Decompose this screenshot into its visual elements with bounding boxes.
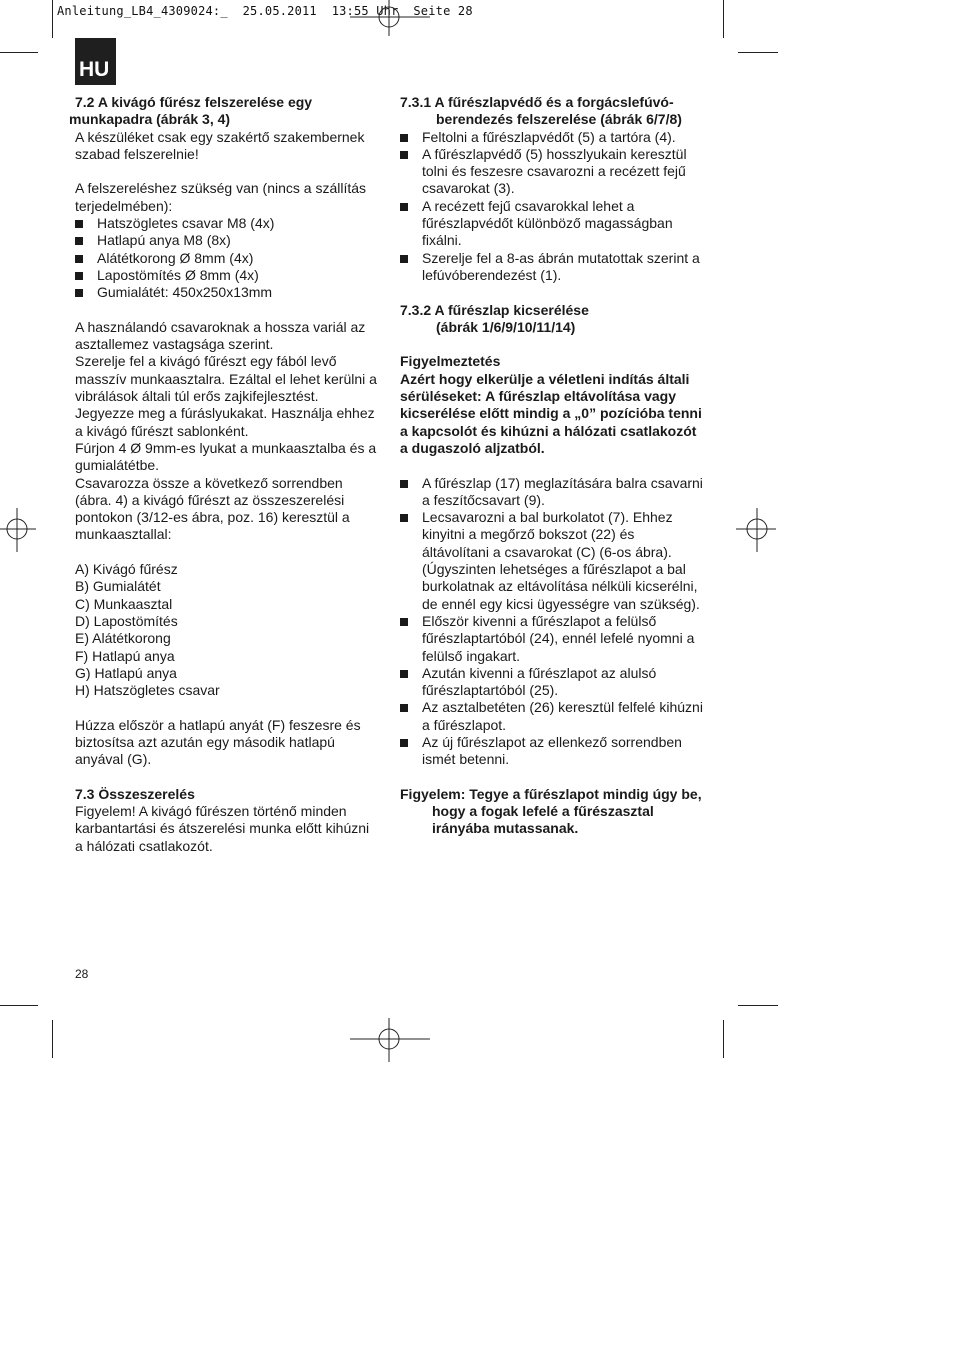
- bullet-icon: [400, 618, 408, 626]
- list-item: Szerelje fel a 8-as ábrán mutatottak szerint a lefúvóberendezést (1).: [400, 250, 705, 285]
- warning-title: Figyelmeztetés: [400, 353, 501, 370]
- crop-mark: [52, 1020, 53, 1058]
- list-item: Feltolni a fűrészlapvédőt (5) a tartóra (4).: [400, 129, 705, 146]
- section-title: A fűrészlap kicserélése: [434, 301, 589, 318]
- right-column: [400, 94, 705, 838]
- list-item: A) Kivágó fűrész: [75, 561, 178, 578]
- section-number: 7.3.1: [400, 94, 432, 110]
- section-number: 7.3.2: [400, 301, 432, 318]
- list-item: Először kivenni a fűrészlapot a felülső fűrészlaptartóból (24), ennél lefelé nyomni a felülső ingakart.: [400, 613, 705, 665]
- section-heading-7-3: 7.3 Összeszerelés: [75, 785, 195, 802]
- list-item: Gumialátét: 450x250x13mm: [75, 284, 377, 301]
- section-title-cont: (ábrák 1/6/9/10/11/14): [436, 318, 576, 335]
- registration-mark-icon: [350, 1018, 430, 1062]
- section-title-cont: munkapadra (ábrák 3, 4): [69, 111, 231, 128]
- bullet-icon: [75, 220, 83, 228]
- list-item: Hatlapú anya M8 (8x): [75, 232, 377, 249]
- bullet-icon: [75, 272, 83, 280]
- crop-mark: [0, 52, 38, 53]
- bullet-icon: [400, 134, 408, 142]
- paragraph: A felszereléshez szükség van (nincs a szállítás terjedelmében):: [75, 180, 367, 214]
- bullet-icon: [400, 151, 408, 159]
- paragraph: Szerelje fel a kivágó fűrészt egy fából levő masszív munkaasztalra. Ezáltal el lehet kerülni a vibrálások általi túl erős zajkifejlesztést.: [75, 353, 377, 405]
- language-badge-label: HU: [79, 58, 110, 81]
- list-item: E) Alátétkorong: [75, 630, 171, 647]
- bullet-icon: [75, 289, 83, 297]
- section-heading-7-3-2: [400, 302, 705, 337]
- page-number: 28: [75, 967, 89, 981]
- paragraph: Húzza először a hatlapú anyát (F) feszesre és biztosítsa azt azután egy második hatlapú anyával (G).: [75, 716, 361, 768]
- bullet-icon: [400, 739, 408, 747]
- assembly-order-list: [75, 561, 377, 699]
- list-item: C) Munkaasztal: [75, 595, 173, 612]
- paragraph: Figyelem! A kivágó fűrészen történő minden karbantartási és átszerelési munka előtt kihúzni a hálózati csatlakozót.: [75, 803, 370, 854]
- registration-mark-icon: [736, 508, 776, 552]
- list-item: H) Hatszögletes csavar: [75, 682, 220, 699]
- crop-mark: [52, 0, 53, 38]
- bullet-icon: [400, 704, 408, 712]
- crop-mark: [738, 1005, 778, 1006]
- warning-text: Azért hogy elkerülje a véletleni indítás általi sérüléseket: A fűrészlap eltávolítása vagy kicserélése előtt mindig a „0” pozícióba tenni a kapcsolót és kihúzni a hálózati csatlakozót a dugaszoló aljzatból.: [400, 370, 702, 456]
- bullet-icon: [75, 237, 83, 245]
- list-item: A recézett fejű csavarokkal lehet a fűrészlapvédőt különböző magasságban fixálni.: [400, 198, 705, 250]
- list-item: Lecsavarozni a bal burkolatot (7). Ehhez kinyitni a megőrző bokszot (22) és áltávolítani a csavarokat (C) (6-os ábra). (Úgyszinten lehetséges a fűrészlapot a bal burkolatnak az eltávolítása nélküli kicserélni, de ennél egy kicsi ügyességre van szükség).: [400, 509, 705, 613]
- registration-mark-icon: [0, 508, 36, 552]
- section-heading-7-3-1: [400, 94, 705, 129]
- section-title: A fűrészlapvédő és a forgácslefúvó-: [434, 94, 674, 110]
- final-warning: [400, 786, 705, 838]
- list-item: A fűrészlap (17) meglazítására balra csavarni a feszítőcsavart (9).: [400, 475, 705, 510]
- print-header: Anleitung_LB4_4309024:_ 25.05.2011 13:55 Uhr Seite 28: [57, 4, 473, 18]
- list-item: Hatszögletes csavar M8 (4x): [75, 215, 377, 232]
- final-warning-label: Figyelem:: [400, 785, 466, 802]
- crop-mark: [723, 1020, 724, 1058]
- bullet-icon: [400, 670, 408, 678]
- list-item: Lapostömítés Ø 8mm (4x): [75, 267, 377, 284]
- section-title-cont: berendezés felszerelése (ábrák 6/7/8): [436, 111, 682, 128]
- section-number: 7.2: [75, 94, 95, 110]
- paragraph: A készüléket csak egy szakértő szakembernek szabad felszerelnie!: [75, 128, 365, 162]
- list-item: Alátétkorong Ø 8mm (4x): [75, 250, 377, 267]
- list-item: G) Hatlapú anya: [75, 664, 177, 681]
- parts-list: [75, 215, 377, 301]
- paragraph: Jegyezze meg a fúráslyukakat. Használja ehhez a kivágó fűrészt sablonként.: [75, 405, 375, 439]
- crop-mark: [723, 0, 724, 38]
- list-item: Azután kivenni a fűrészlapot az alulsó fűrészlaptartóból (25).: [400, 665, 705, 700]
- section-title: A kivágó fűrész felszerelése egy: [97, 94, 313, 110]
- bullet-icon: [400, 255, 408, 263]
- language-badge: [75, 38, 116, 85]
- list-item: D) Lapostömítés: [75, 612, 178, 629]
- bullet-list: [400, 475, 705, 769]
- paragraph: A használandó csavaroknak a hossza variál az asztallemez vastagsága szerint.: [75, 318, 366, 353]
- bullet-list: [400, 129, 705, 285]
- list-item: Az új fűrészlapot az ellenkező sorrendben ismét betenni.: [400, 734, 705, 769]
- crop-mark: [738, 52, 778, 53]
- list-item: F) Hatlapú anya: [75, 647, 175, 664]
- paragraph: Fúrjon 4 Ø 9mm-es lyukat a munkaasztalba és a gumialátétbe.: [75, 439, 377, 474]
- bullet-icon: [75, 255, 83, 263]
- list-item: B) Gumialátét: [75, 578, 161, 595]
- bullet-icon: [400, 514, 408, 522]
- crop-mark: [0, 1005, 38, 1006]
- bullet-icon: [400, 203, 408, 211]
- paragraph: Csavarozza össze a következő sorrendben (ábra. 4) a kivágó fűrészt az összeszerelési pontokon (3/12-es ábra, poz. 16) keresztül a munkaasztallal:: [75, 474, 350, 543]
- bullet-icon: [400, 480, 408, 488]
- list-item: A fűrészlapvédő (5) hosszlyukain keresztül tolni és feszesre csavarozni a recézett fejű csavarokat (3).: [400, 146, 705, 198]
- list-item: Az asztalbetéten (26) keresztül felfelé kihúzni a fűrészlapot.: [400, 699, 705, 734]
- final-warning-text: Tegye a fűrészlapot mindig úgy be, hogy a fogak lefelé a fűrészasztal irányába mutassanak.: [432, 785, 702, 837]
- section-heading-7-2: [69, 94, 377, 129]
- left-column: [69, 94, 377, 855]
